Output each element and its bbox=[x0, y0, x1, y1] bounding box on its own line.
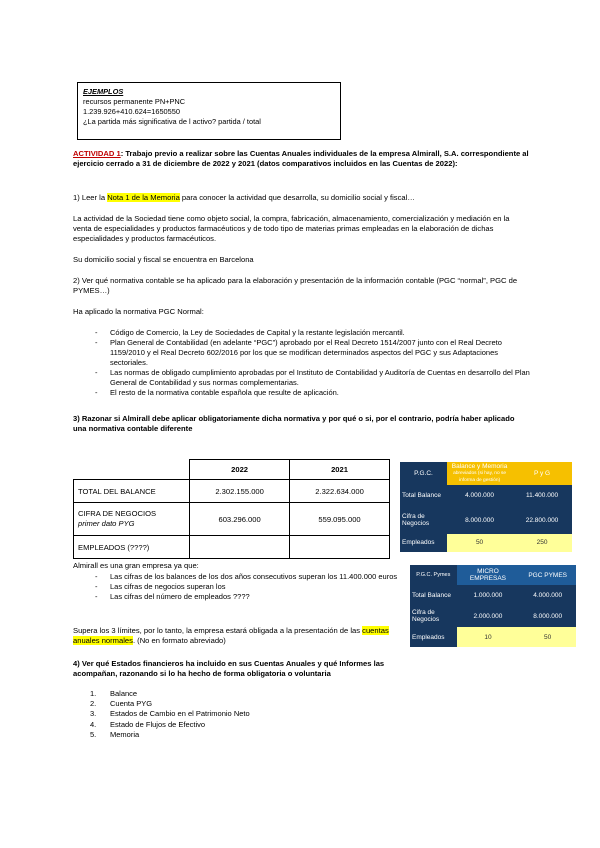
pgc-thresholds-table bbox=[400, 462, 572, 552]
item-number: 2. bbox=[90, 699, 97, 709]
list-item bbox=[90, 689, 250, 699]
question-3: 3) Razonar si Almirall debe aplicar obligatoriamente dicha normativa y por qué o si, por el contrario, podría haber aplicado una normativa contable diferente bbox=[73, 414, 515, 433]
limits-post: . (No en formato abreviado) bbox=[132, 636, 226, 645]
table-header-row bbox=[400, 462, 572, 485]
limits-highlight: cuentas anuales normales bbox=[73, 626, 389, 645]
row-label: Empleados bbox=[400, 534, 447, 552]
item-label: Balance bbox=[110, 689, 138, 698]
question-4: 4) Ver qué Estados financieros ha incluido en sus Cuentas Anuales y qué Informes las acompañan, razonando si lo ha hecho de forma obligatoria o voluntaria bbox=[73, 659, 385, 678]
q1-post: para conocer la actividad que desarrolla, su domicilio social y fiscal… bbox=[179, 193, 415, 202]
table-row bbox=[400, 534, 572, 552]
header-abbreviated bbox=[447, 462, 512, 485]
row-label: Cifra de Negocios bbox=[410, 605, 457, 627]
header-pyg: P y G bbox=[512, 462, 572, 485]
table-row bbox=[74, 480, 390, 503]
examples-line: 1.239.926+410.624=1650550 bbox=[83, 107, 180, 116]
row-label: Empleados bbox=[410, 627, 457, 647]
cell-value: 50 bbox=[519, 627, 576, 647]
cell-2021: 2.322.634.000 bbox=[290, 480, 390, 503]
cell-2021 bbox=[290, 536, 390, 559]
list-item: - Las cifras de los balances de los dos años consecutivos superan los 11.400.000 euros bbox=[90, 572, 406, 582]
table-row bbox=[74, 536, 390, 559]
row-label: Total Balance bbox=[410, 585, 457, 605]
list-item bbox=[90, 699, 250, 709]
limits-pre: Supera los 3 límites, por lo tanto, la empresa estará obligada a la presentación de las bbox=[73, 626, 363, 635]
header-micro: MICRO EMPRESAS bbox=[457, 565, 520, 585]
table-row bbox=[410, 585, 576, 605]
list-item: - Código de Comercio, la Ley de Sociedades de Capital y la restante legislación mercantil. bbox=[90, 328, 530, 338]
table-header-row bbox=[410, 565, 576, 585]
cell-value: 8.000.000 bbox=[447, 507, 512, 534]
item-label: Memoria bbox=[110, 729, 140, 739]
cell-2022: 2.302.155.000 bbox=[190, 480, 290, 503]
q1-pre: 1) Leer la bbox=[73, 193, 108, 202]
norms-list bbox=[90, 328, 530, 398]
comparison-table bbox=[73, 459, 390, 559]
activity-paragraph bbox=[73, 149, 529, 169]
table-header-cell: 2021 bbox=[290, 460, 390, 480]
item-number: 3. bbox=[90, 709, 97, 719]
header-abbreviated-main: Balance y Memoria bbox=[451, 462, 508, 470]
applied-norm-text: Ha aplicado la normativa PGC Normal: bbox=[73, 307, 204, 316]
list-item: - El resto de la normativa contable española que resulte de aplicación. bbox=[90, 388, 530, 398]
list-item: - Plan General de Contabilidad (en adelante “PGC”) aprobado por el Real Decreto 1514/2007 junto con el Real Decreto 1159/2010 y el Real Decreto 602/2016 por los que se modifican determinados aspectos del PGC y sus Adaptaciones sectoriales. bbox=[90, 338, 530, 368]
cell-value: 1.000.000 bbox=[457, 585, 520, 605]
row-label: Total Balance bbox=[400, 485, 447, 508]
table-header-cell bbox=[74, 460, 190, 480]
row-label: CIFRA DE NEGOCIOS bbox=[78, 509, 157, 518]
header-pgc-pymes: P.G.C. Pymes bbox=[410, 565, 457, 585]
examples-line: recursos permanente PN+PNC bbox=[83, 97, 186, 106]
table-header-cell: 2022 bbox=[190, 460, 290, 480]
item-number: 5. bbox=[90, 729, 97, 739]
table-row bbox=[400, 507, 572, 534]
row-sublabel: primer dato PYG bbox=[78, 519, 135, 528]
cell-value: 4.000.000 bbox=[519, 585, 576, 605]
table-row bbox=[74, 503, 390, 536]
activity-label: ACTIVIDAD 1 bbox=[73, 149, 121, 158]
big-company-intro: Almirall es una gran empresa ya que: bbox=[73, 561, 199, 570]
table-header-row bbox=[74, 460, 390, 480]
statements-list bbox=[90, 689, 250, 740]
row-label: EMPLEADOS (????) bbox=[74, 536, 190, 559]
list-item bbox=[90, 720, 250, 730]
cell-value: 10 bbox=[457, 627, 520, 647]
big-company-list bbox=[90, 572, 406, 602]
cell-2022 bbox=[190, 536, 290, 559]
list-item bbox=[90, 730, 250, 740]
header-abbreviated-sub: abreviados (si hay, no se informa de gestión) bbox=[453, 470, 507, 483]
header-pgc: P.G.C. bbox=[400, 462, 447, 485]
activity-description: La actividad de la Sociedad tiene como objeto social, la compra, fabricación, almacenamiento, comercialización y mediación en la venta de especialidades y productos farmacéuticos y de todo tipo de materias primas empleadas en la elaboración de dichas especialidades y productos farmacéuticos. bbox=[73, 214, 510, 243]
cell-value: 11.400.000 bbox=[512, 485, 572, 508]
question-1 bbox=[73, 193, 415, 203]
cell-value: 4.000.000 bbox=[447, 485, 512, 508]
list-item: - Las cifras del número de empleados ???? bbox=[90, 592, 406, 602]
item-label: Estados de Cambio en el Patrimonio Neto bbox=[110, 709, 250, 719]
list-item bbox=[90, 709, 250, 719]
examples-box bbox=[77, 82, 341, 140]
cell-2022: 603.296.000 bbox=[190, 503, 290, 536]
table-row bbox=[410, 627, 576, 647]
list-item: - Las normas de obligado cumplimiento aprobadas por el Instituto de Contabilidad y Auditoría de Cuentas en desarrollo del Plan General de Contabilidad y sus normas complementarias. bbox=[90, 368, 530, 388]
examples-title: EJEMPLOS bbox=[83, 87, 124, 96]
table-row bbox=[410, 605, 576, 627]
pymes-thresholds-table bbox=[410, 565, 576, 647]
cell-value: 22.800.000 bbox=[512, 507, 572, 534]
item-number: 1. bbox=[90, 689, 97, 698]
header-pymes: PGC PYMES bbox=[519, 565, 576, 585]
row-label-cell bbox=[74, 503, 190, 536]
question-2: 2) Ver qué normativa contable se ha aplicado para la elaboración y presentación de la información contable (PGC “normal”, PGC de PYMES…) bbox=[73, 276, 518, 295]
item-label: Estado de Flujos de Efectivo bbox=[110, 719, 206, 729]
item-label: Cuenta PYG bbox=[110, 699, 153, 709]
row-label: Cifra de Negocios bbox=[400, 507, 447, 534]
cell-value: 50 bbox=[447, 534, 512, 552]
row-label: TOTAL DEL BALANCE bbox=[74, 480, 190, 503]
examples-line: ¿La partida más significativa de l activo? partida / total bbox=[83, 117, 261, 126]
limits-paragraph bbox=[73, 626, 401, 646]
list-item: - Las cifras de negocios superan los bbox=[90, 582, 406, 592]
cell-value: 2.000.000 bbox=[457, 605, 520, 627]
q1-highlight: Nota 1 de la Memoria bbox=[107, 193, 180, 202]
cell-2021: 559.095.000 bbox=[290, 503, 390, 536]
activity-text: : Trabajo previo a realizar sobre las Cuentas Anuales individuales de la empresa Almirall, S.A. correspondiente al ejercicio cerrado a 31 de diciembre de 2022 y 2021 (datos comparativos incluidos en las Cuentas de 2022): bbox=[73, 149, 529, 168]
table-row bbox=[400, 485, 572, 508]
cell-value: 8.000.000 bbox=[519, 605, 576, 627]
item-number: 4. bbox=[90, 719, 97, 729]
domicile-text: Su domicilio social y fiscal se encuentra en Barcelona bbox=[73, 255, 254, 264]
cell-value: 250 bbox=[512, 534, 572, 552]
